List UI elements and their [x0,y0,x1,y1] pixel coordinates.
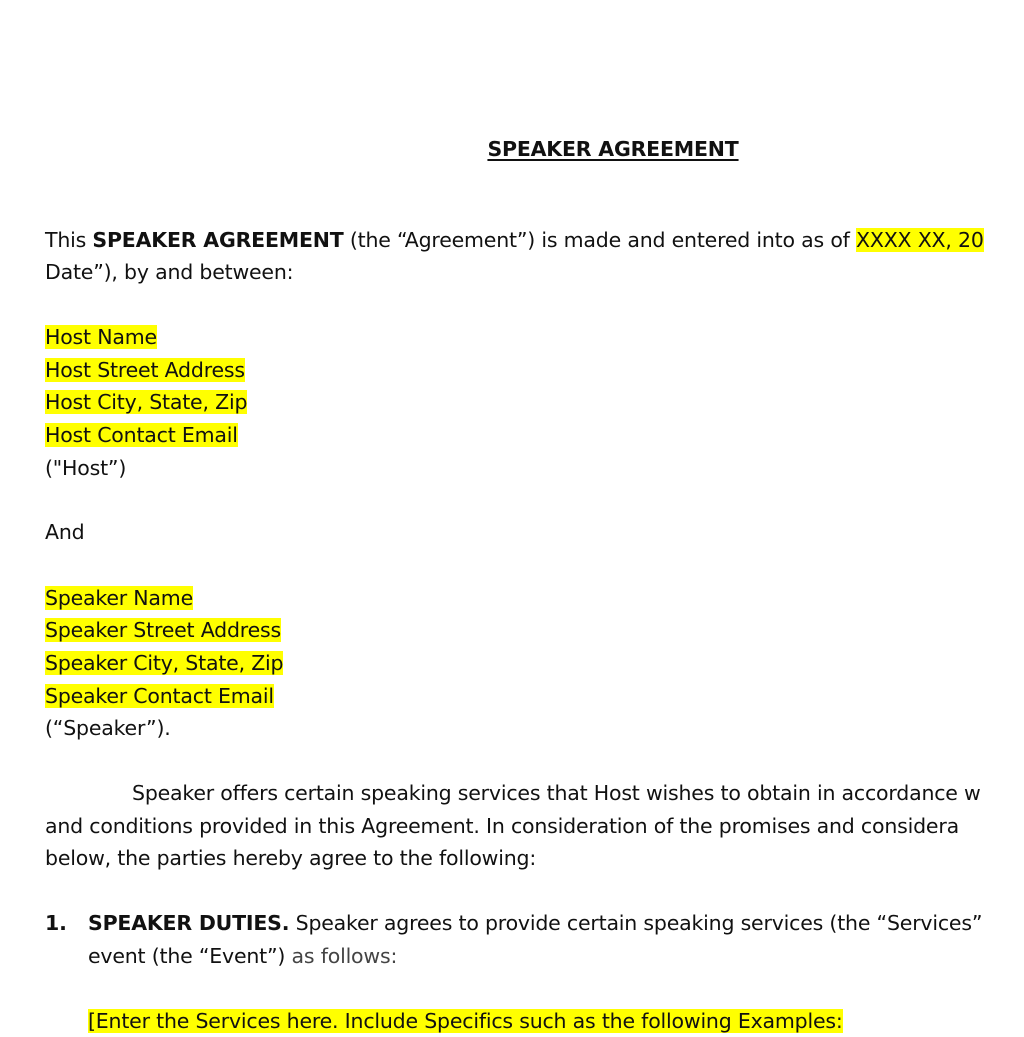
section-text-cont: event (the “Event”) [88,944,286,968]
speaker-street: Speaker Street Address [45,618,281,642]
document-title: SPEAKER AGREEMENT [487,137,739,161]
speaker-email-field[interactable] [45,680,274,712]
speaker-city-state-zip: Speaker City, State, Zip [45,651,284,675]
speaker-email: Speaker Contact Email [45,684,274,708]
intro-text-cont: (the “Agreement”) is made and entered into as of [343,228,857,252]
intro-line-2: Date”), by and between: [45,260,294,284]
host-label: ("Host”) [45,456,127,480]
host-street: Host Street Address [45,358,245,382]
speaker-label: (“Speaker”). [45,716,171,740]
date-placeholder[interactable]: XXXX XX, 20 [856,228,984,252]
host-city-state-zip: Host City, State, Zip [45,390,248,414]
services-placeholder: [Enter the Services here. Include Specifics such as the following Examples: [88,1009,843,1033]
recital-line-2: and conditions provided in this Agreement. In consideration of the promises and considera [45,814,959,838]
speaker-name-field[interactable] [45,582,193,614]
host-email-field[interactable] [45,419,238,451]
host-city-field[interactable] [45,386,247,418]
host-email: Host Contact Email [45,423,238,447]
section-text-tail: as follows: [285,944,398,968]
recital-line-3: below, the parties hereby agree to the following: [45,846,537,870]
section-1-line-1 [45,907,982,939]
intro-bold-title: SPEAKER AGREEMENT [92,228,344,252]
services-placeholder-field[interactable] [88,1005,843,1037]
speaker-name: Speaker Name [45,586,193,610]
host-street-field[interactable] [45,354,245,386]
section-heading: SPEAKER DUTIES. [88,911,290,935]
section-text: Speaker agrees to provide certain speaking services (the “Services” [289,911,983,935]
speaker-street-field[interactable] [45,614,281,646]
host-name-field[interactable] [45,321,157,353]
section-1-line-2 [88,940,397,972]
host-name: Host Name [45,325,157,349]
speaker-city-field[interactable] [45,647,283,679]
section-number: 1. [45,911,67,935]
and-text: And [45,520,85,544]
intro-text: This [45,228,93,252]
intro-line-1 [45,224,984,256]
recital-line-1: Speaker offers certain speaking services that Host wishes to obtain in accordance w [132,781,981,805]
